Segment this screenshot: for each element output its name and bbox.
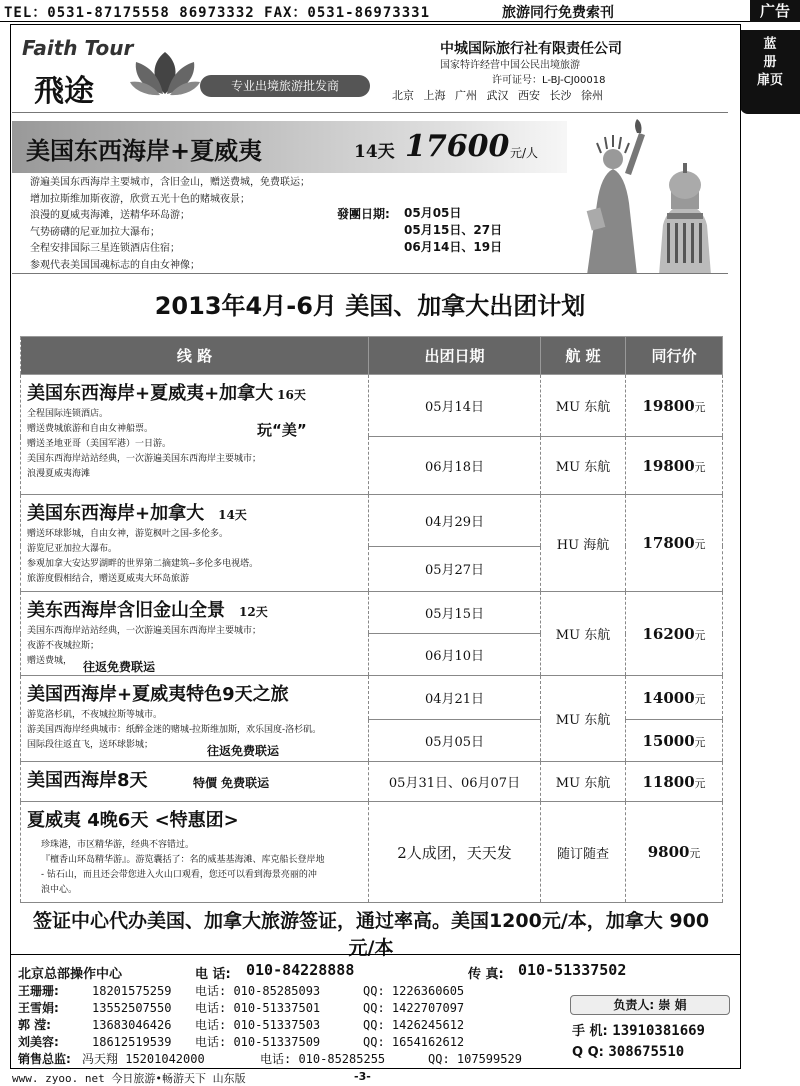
manager-mobile-label: 手 机:: [572, 1024, 608, 1039]
feature-title: 美国东西海岸+夏威夷: [26, 137, 263, 165]
side-tab: [740, 30, 800, 114]
departure-date: 05月27日: [369, 546, 541, 591]
flight: MU 东航: [541, 375, 626, 437]
feature-price-unit: 元/人: [510, 146, 539, 160]
staff-qq: QQ: 1422707097: [363, 1001, 465, 1015]
route-desc-line: 旅游度假相结合，赠送夏威夷大环岛旅游: [27, 574, 190, 584]
departure-date: 05月31日、06月07日: [369, 762, 541, 802]
price-cell: [626, 762, 723, 802]
feature-line: 游遍美国东西海岸主要城市，含旧金山，赠送费城，免费联运；: [30, 177, 310, 188]
table-row: [21, 375, 723, 437]
manager-label: 负责人: 崇 娟: [570, 995, 730, 1015]
staff-mobile: 18201575259: [92, 984, 172, 998]
departure-date: 2人成团，天天发: [369, 802, 541, 903]
license-description: 国家特许经营中国公民出境旅游: [440, 60, 580, 71]
route-desc-line: 赠送环球影城，自由女神，游览枫叶之国-多伦多。: [27, 529, 229, 539]
price-value: 19800: [642, 396, 695, 415]
route-title: 美东西海岸含旧金山全景: [27, 600, 225, 621]
route-description: [27, 407, 362, 482]
price-value: 16200: [642, 624, 695, 643]
staff-mobile: 13683046426: [92, 1018, 172, 1032]
header-flight: 航 班: [541, 337, 626, 375]
route-tag: 往返免费联运: [207, 744, 280, 758]
table-row: [21, 802, 723, 903]
route-days: 12天: [239, 605, 268, 619]
price-value: 19800: [642, 456, 695, 475]
hq-fax: 010-51337502: [518, 961, 627, 979]
price-unit: 元: [689, 847, 701, 860]
route-desc-line: 赠送费城，: [27, 656, 73, 666]
feature-days: 14天: [354, 142, 395, 162]
staff-phone: 电话: 010-85285093: [195, 984, 321, 998]
route-days: 14天: [218, 508, 247, 522]
route-desc-line: 赠送费城旅游和自由女神船票。: [27, 424, 154, 434]
departure-date: 05月15日、27日: [404, 223, 503, 237]
departure-label: 發團日期:: [337, 207, 390, 221]
route-desc-line: 赠送圣地亚哥（美国军港）一日游。: [27, 439, 172, 449]
table-row: [21, 762, 723, 802]
staff-phone: 电话: 010-51337509: [195, 1035, 321, 1049]
departure-date: 06月18日: [369, 437, 541, 495]
license-number: 许可证号：L-BJ-CJ00018: [492, 75, 606, 86]
price-unit: 元: [694, 776, 706, 790]
departure-date: 04月21日: [369, 676, 541, 720]
table-row: [21, 495, 723, 547]
route-days: 16天: [277, 388, 306, 402]
route-desc-line: 美国东西海岸站站经典，一次游遍美国东西海岸主要城市；: [27, 626, 262, 636]
staff-qq: QQ: 107599529: [428, 1052, 522, 1066]
table-row: [21, 592, 723, 634]
contact-footer: [10, 954, 741, 1069]
route-cell: [21, 676, 369, 762]
staff-mobile: 18612519539: [92, 1035, 172, 1049]
header-price: 同行价: [626, 337, 723, 375]
price-cell: [626, 802, 723, 903]
route-desc-line: 浪漫夏威夷海滩: [27, 469, 91, 479]
flight: MU 东航: [541, 676, 626, 762]
staff-row: [18, 1000, 548, 1017]
route-title: 美国西海岸+夏威夷特色9天之旅: [27, 684, 289, 705]
route-desc-line: 参观加拿大安达罗湖畔的世界第二摘建筑--多伦多电视塔。: [27, 559, 259, 569]
flight: HU 海航: [541, 495, 626, 592]
route-cell: [21, 592, 369, 676]
price-unit: 元: [694, 460, 706, 474]
hq-tel: 010-84228888: [246, 961, 355, 979]
ad-label: 广告: [750, 0, 800, 22]
staff-mobile: 13552507550: [92, 1001, 172, 1015]
staff-qq: QQ: 1226360605: [363, 984, 465, 998]
manager-contact: [572, 1021, 705, 1063]
hq-tel-label: 电 话:: [195, 967, 231, 982]
departure-date: 06月10日: [369, 634, 541, 676]
route-title: 美国东西海岸+加拿大: [27, 503, 205, 524]
route-desc-line: 『檀香山环岛精华游』。游览囊括了：名的威基基海滩、库克船长登岸地: [41, 855, 325, 865]
manager-qq: 308675510: [608, 1044, 685, 1060]
route-desc-line: 浪中心。: [41, 885, 78, 895]
route-desc-line: 全程国际连锁酒店。: [27, 409, 109, 419]
departure-dates: [404, 205, 502, 256]
branch-cities: 北京 上海 广州 武汉 西安 长沙 徐州: [392, 89, 603, 102]
routes-table: [20, 336, 723, 903]
staff-name: 郭 滢:: [18, 1018, 51, 1032]
route-cell: [21, 375, 369, 495]
staff-phone: 电话: 010-51337501: [195, 1001, 321, 1015]
departure-date: 06月14日、19日: [404, 240, 503, 254]
header-date: 出团日期: [369, 337, 541, 375]
staff-qq: QQ: 1654162612: [363, 1035, 465, 1049]
route-description: [27, 527, 362, 587]
free-issue-label: 旅游同行免费索刊: [502, 5, 614, 21]
logo-chinese: 飛途: [34, 74, 94, 109]
departure-date: 04月29日: [369, 495, 541, 547]
departure-date: 05月05日: [404, 206, 462, 220]
staff-qq: QQ: 1426245612: [363, 1018, 465, 1032]
side-tab-line: 扉页: [756, 73, 783, 88]
route-title: 夏威夷 4晚6天 <特惠团>: [27, 810, 239, 831]
route-tag: 往返免费联运: [83, 660, 156, 674]
flight: MU 东航: [541, 762, 626, 802]
price-value: 14000: [642, 688, 695, 707]
staff-name: 销售总监:: [18, 1052, 71, 1066]
staff-list: [18, 983, 548, 1068]
feature-line: 增加拉斯维加斯夜游，欣赏五光十色的赌城夜景；: [30, 193, 250, 205]
departure-date: 05月14日: [369, 375, 541, 437]
flight: MU 东航: [541, 592, 626, 676]
departure-date: 05月05日: [369, 720, 541, 762]
price-cell: [626, 495, 723, 592]
route-desc-line: 夜游不夜城拉斯；: [27, 641, 100, 651]
route-tag: 玩“美”: [257, 421, 307, 439]
route-desc-line: - 钻石山，而且还会带您进入火山口观看，您还可以看到海景亮丽的冲: [41, 870, 317, 880]
route-tag: 特價 免费联运: [193, 776, 270, 790]
statue-of-liberty-capitol-image: [567, 113, 728, 274]
feature-banner: [12, 112, 728, 274]
logo-english: Faith Tour: [22, 36, 134, 60]
top-contact-bar: [0, 0, 800, 22]
feature-line: 浪漫的夏威夷海滩，送精华环岛游；: [30, 210, 190, 221]
route-desc-line: 游览尼亚加拉大瀑布。: [27, 544, 118, 554]
route-desc-line: 游美国西海岸经典城市：纸醉金迷的赌城-拉斯维加斯，欢乐国度-洛杉矶。: [27, 725, 322, 735]
table-row: [21, 676, 723, 720]
route-description: [27, 708, 362, 753]
side-tab-line: 册: [763, 55, 777, 70]
staff-name: 王雪娟:: [18, 1001, 59, 1015]
price-unit: 元: [694, 400, 706, 414]
route-title: 美国东西海岸+夏威夷+加拿大: [27, 383, 274, 404]
side-tab-line: 蓝: [763, 37, 777, 52]
staff-phone: 电话: 010-85285255: [260, 1052, 386, 1066]
site-credit: www. zyoo. net 今日旅游•畅游天下 山东版: [12, 1072, 246, 1085]
staff-name: 刘美容:: [18, 1035, 59, 1049]
route-desc-line: 游览洛杉矶，不夜城拉斯等城市。: [27, 710, 163, 720]
price-cell: [626, 592, 723, 676]
route-cell: [21, 762, 369, 802]
staff-phone: 电话: 010-51337503: [195, 1018, 321, 1032]
feature-price: 17600: [405, 129, 510, 164]
staff-row: [18, 1034, 548, 1051]
visa-notice: 签证中心代办美国、加拿大旅游签证，通过率高。美国1200元/本，加拿大 900 元/本: [32, 910, 710, 959]
page-footer: [0, 1070, 800, 1086]
route-description: [41, 838, 362, 898]
page-number: -3-: [354, 1070, 371, 1083]
price-cell: [626, 437, 723, 495]
price-unit: 元: [694, 628, 706, 642]
slogan-badge: 专业出境旅游批发商: [200, 75, 370, 97]
manager-mobile: 13910381669: [612, 1023, 705, 1039]
feature-line: 参观代表美国国魂标志的自由女神像；: [30, 259, 200, 271]
header-route: 线 路: [21, 337, 369, 375]
table-header-row: [21, 337, 723, 375]
route-description: [27, 624, 362, 669]
route-cell: [21, 802, 369, 903]
price-value: 9800: [647, 843, 690, 861]
hq-fax-label: 传 真:: [468, 967, 504, 982]
price-cell: [626, 720, 723, 762]
header-contact: TEL：0531-87175558 86973332 FAX：0531-86973331: [4, 5, 431, 21]
staff-row: [18, 983, 548, 1000]
price-value: 17800: [642, 534, 695, 552]
price-unit: 元: [694, 735, 706, 749]
route-desc-line: 珍珠港，市区精华游，经典不容错过。: [41, 840, 195, 850]
route-title: 美国西海岸8天: [27, 770, 148, 791]
company-name: 中城国际旅行社有限责任公司: [440, 41, 622, 57]
flight: MU 东航: [541, 437, 626, 495]
manager-qq-label: Q Q:: [572, 1045, 604, 1060]
route-desc-line: 美国东西海岸站站经典，一次游遍美国东西海岸主要城市；: [27, 454, 262, 464]
staff-mobile: 冯天翔 15201042000: [82, 1052, 205, 1066]
route-cell: [21, 495, 369, 592]
price-value: 11800: [642, 772, 695, 791]
route-desc-line: 国际段往返直飞，送环球影城；: [27, 740, 154, 750]
hq-label: 北京总部操作中心: [18, 967, 123, 982]
price-unit: 元: [694, 538, 706, 551]
feature-line: 气势磅礴的尼亚加拉大瀑布；: [30, 226, 160, 238]
lotus-logo-icon: [130, 50, 200, 96]
feature-line: 全程安排国际三星连锁酒店住宿；: [30, 243, 180, 254]
price-cell: [626, 375, 723, 437]
staff-name: 王珊珊:: [18, 984, 59, 998]
price-value: 15000: [642, 731, 695, 750]
staff-row: [18, 1017, 548, 1034]
staff-row: [18, 1051, 548, 1068]
flight: 随订随查: [541, 802, 626, 903]
departure-date: 05月15日: [369, 592, 541, 634]
price-cell: [626, 676, 723, 720]
plan-title: 2013年4月-6月 美国、加拿大出团计划: [154, 292, 586, 320]
feature-highlights: [30, 175, 310, 274]
price-unit: 元: [694, 692, 706, 706]
